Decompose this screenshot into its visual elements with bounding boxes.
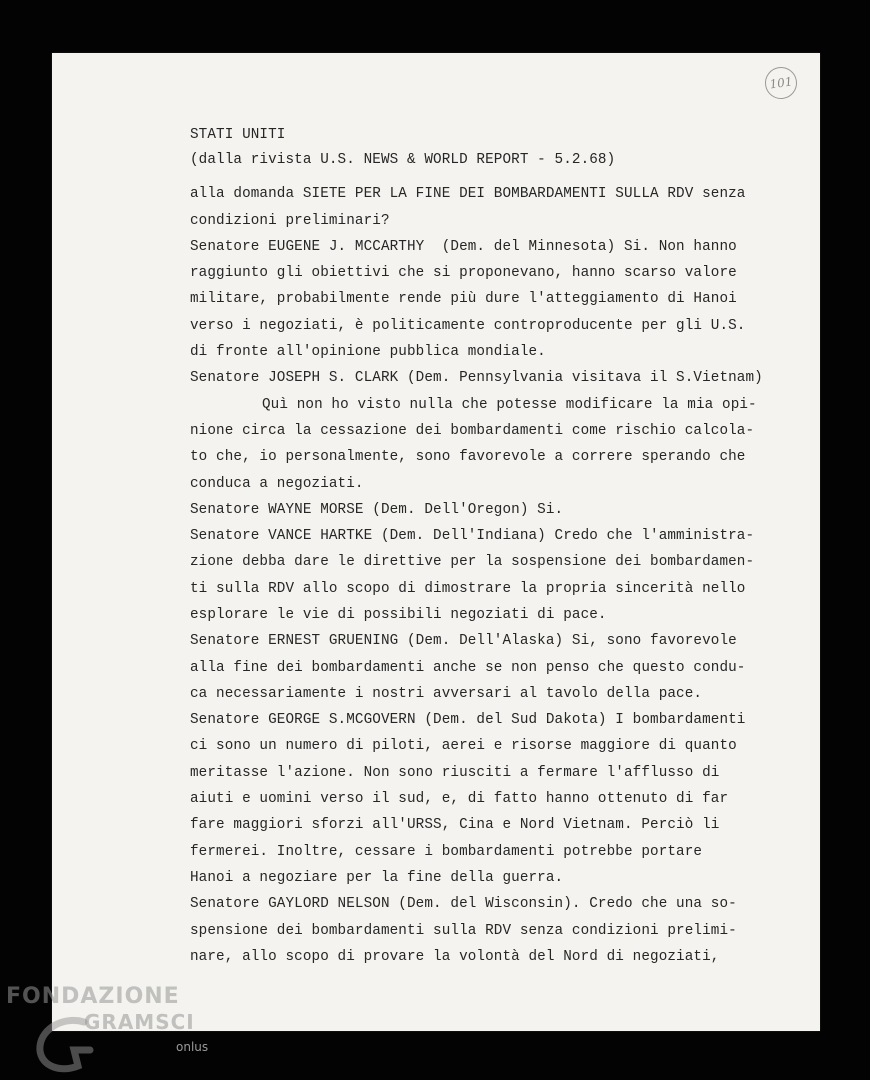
text-line: condizioni preliminari?: [190, 213, 390, 229]
text-line: Senatore EUGENE J. MCCARTHY (Dem. del Minnesota) Si. Non hanno: [190, 239, 737, 255]
watermark-suffix: onlus: [176, 1040, 209, 1054]
text-line: Senatore JOSEPH S. CLARK (Dem. Pennsylvania visitava il S.Vietnam): [190, 370, 763, 386]
text-line: esplorare le vie di possibili negoziati di pace.: [190, 607, 607, 623]
heading-source: (dalla rivista U.S. NEWS & WORLD REPORT - 5.2.68): [190, 152, 616, 168]
text-line: to che, io personalmente, sono favorevole a correre sperando che: [190, 449, 746, 465]
text-line: zione debba dare le direttive per la sospensione dei bombardamen-: [190, 554, 755, 570]
text-line: di fronte all'opinione pubblica mondiale.: [190, 344, 546, 360]
text-line: fare maggiori sforzi all'URSS, Cina e Nord Vietnam. Perciò li: [190, 817, 720, 833]
text-line: Hanoi a negoziare per la fine della guerra.: [190, 870, 564, 886]
text-line: Senatore GEORGE S.MCGOVERN (Dem. del Sud Dakota) I bombardamenti: [190, 712, 746, 728]
fondazione-gramsci-watermark: [6, 984, 216, 1076]
text-line: raggiunto gli obiettivi che si proponevano, hanno scarso valore: [190, 265, 737, 281]
text-line: fermerei. Inoltre, cessare i bombardamenti potrebbe portare: [190, 844, 703, 860]
text-line: Senatore WAYNE MORSE (Dem. Dell'Oregon) Si.: [190, 502, 564, 518]
text-line: alla fine dei bombardamenti anche se non penso che questo condu-: [190, 660, 746, 676]
heading-country: STATI UNITI: [190, 127, 286, 143]
text-line: aiuti e uomini verso il sud, e, di fatto hanno ottenuto di far: [190, 791, 729, 807]
typed-text-block: [190, 53, 800, 965]
text-line: militare, probabilmente rende più dure l'atteggiamento di Hanoi: [190, 291, 737, 307]
text-line: verso i negoziati, è politicamente controproducente per gli U.S.: [190, 318, 746, 334]
text-line: Senatore ERNEST GRUENING (Dem. Dell'Alaska) Si, sono favorevole: [190, 633, 737, 649]
handwritten-page-number: 101: [763, 65, 799, 101]
text-line: nare, allo scopo di provare la volontà del Nord di negoziati,: [190, 949, 720, 965]
text-line: alla domanda SIETE PER LA FINE DEI BOMBARDAMENTI SULLA RDV senza: [190, 186, 746, 202]
text-line: Senatore GAYLORD NELSON (Dem. del Wisconsin). Credo che una so-: [190, 896, 737, 912]
text-line: Quì non ho visto nulla che potesse modificare la mia opi-: [262, 397, 757, 413]
text-line: ca necessariamente i nostri avversari al tavolo della pace.: [190, 686, 703, 702]
text-line: conduca a negoziati.: [190, 476, 364, 492]
text-line: spensione dei bombardamenti sulla RDV senza condizioni prelimi-: [190, 923, 737, 939]
text-line: nione circa la cessazione dei bombardamenti come rischio calcola-: [190, 423, 755, 439]
text-line: ci sono un numero di piloti, aerei e risorse maggiore di quanto: [190, 738, 737, 754]
text-line: Senatore VANCE HARTKE (Dem. Dell'Indiana) Credo che l'amministra-: [190, 528, 755, 544]
watermark-line1: FONDAZIONE: [6, 984, 180, 1009]
text-line: meritasse l'azione. Non sono riusciti a fermare l'afflusso di: [190, 765, 720, 781]
watermark-line2: GRAMSCI: [84, 1010, 195, 1034]
typewritten-page: [52, 53, 820, 1031]
text-line: ti sulla RDV allo scopo di dimostrare la propria sincerità nello: [190, 581, 746, 597]
